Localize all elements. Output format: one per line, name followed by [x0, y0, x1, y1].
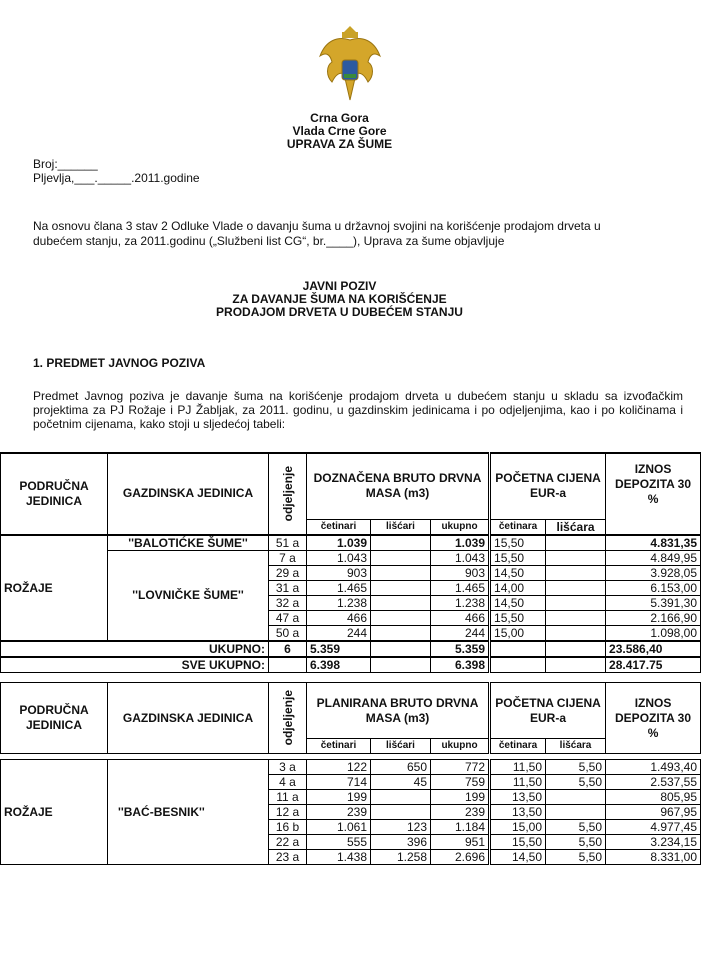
table-cell: 16 b	[269, 820, 307, 835]
table-cell: 244	[431, 625, 490, 641]
col-header-cijena: POČETNA CIJENA EUR-a	[490, 683, 606, 739]
col-header-odjeljenje: odjeljenje	[280, 466, 295, 522]
sub-header: četinara	[490, 519, 546, 535]
table-cell: 6.398	[307, 657, 371, 673]
sub-header: lišćara	[546, 739, 606, 754]
table-cell	[546, 657, 606, 673]
section-heading: 1. PREDMET JAVNOG POZIVA	[33, 356, 206, 370]
table-cell: 244	[307, 625, 371, 641]
table-cell	[371, 657, 431, 673]
table-cell: 23.586,40	[606, 641, 701, 657]
table-cell	[371, 625, 431, 641]
table-cell: 1.039	[431, 535, 490, 551]
table-cell	[546, 641, 606, 657]
col-header-pj: PODRUČNA JEDINICA	[1, 453, 108, 535]
table-cell: 15,00	[490, 820, 546, 835]
table-cell: 967,95	[606, 805, 701, 820]
table-cell: 772	[431, 760, 490, 775]
table-cell: 5,50	[546, 835, 606, 850]
table-cell: 14,50	[490, 565, 546, 580]
table-cell: 28.417.75	[606, 657, 701, 673]
table-cell: 1.039	[307, 535, 371, 551]
table-cell: 903	[431, 565, 490, 580]
table-cell	[546, 535, 606, 551]
table-cell: 2.166,90	[606, 610, 701, 625]
table-cell: 11,50	[490, 775, 546, 790]
table-cell: SVE UKUPNO:	[1, 657, 269, 673]
intro-paragraph: Na osnovu člana 3 stav 2 Odluke Vlade o davanju šuma u državnoj svojini na korišćenje prodajom drveta u dubećem stanju, za 2011.godinu („Službeni list CG“, br.____), Uprava za šume objavljuje	[33, 219, 601, 248]
table-cell: 1.238	[307, 595, 371, 610]
table-cell	[371, 580, 431, 595]
title-line-1: JAVNI POZIV	[302, 279, 377, 293]
table-cell	[490, 657, 546, 673]
table-cell: 1.043	[431, 550, 490, 565]
table-cell	[371, 565, 431, 580]
table-cell: 11 a	[269, 790, 307, 805]
table-cell: 1.098,00	[606, 625, 701, 641]
table-cell: 1.465	[307, 580, 371, 595]
table-cell: ''LOVNIČKE ŠUME''	[108, 550, 269, 641]
table-cell: ROŽAJE	[1, 760, 108, 865]
sub-header: četinari	[307, 519, 371, 535]
col-header-masa: PLANIRANA BRUTO DRVNA MASA (m3)	[307, 683, 490, 739]
col-header-iznos: IZNOS DEPOZITA 30 %	[606, 453, 701, 535]
forest-table-2	[0, 682, 701, 865]
table-cell: 555	[307, 835, 371, 850]
sub-header: ukupno	[431, 739, 490, 754]
table-cell: 15,50	[490, 610, 546, 625]
document-place-date: Pljevlja,___._____.2011.godine	[33, 171, 200, 185]
table-cell: 1.061	[307, 820, 371, 835]
table-cell	[546, 595, 606, 610]
table-cell: 32 a	[269, 595, 307, 610]
sub-header: lišćara	[546, 519, 606, 535]
table-cell: 239	[431, 805, 490, 820]
table-cell: 805,95	[606, 790, 701, 805]
table-cell: 1.258	[371, 850, 431, 865]
table-cell: 4.831,35	[606, 535, 701, 551]
header-agency: UPRAVA ZA ŠUME	[286, 137, 393, 151]
table-cell: 951	[431, 835, 490, 850]
table-total-row	[1, 657, 701, 673]
table-cell: 6	[269, 641, 307, 657]
table-cell: 1.493,40	[606, 760, 701, 775]
table-cell: 1.438	[307, 850, 371, 865]
table-cell	[546, 625, 606, 641]
table-cell: 199	[307, 790, 371, 805]
table-cell: 5.359	[431, 641, 490, 657]
table-cell: ''BAĆ-BESNIK''	[108, 760, 269, 865]
table-cell: 903	[307, 565, 371, 580]
table-cell: 14,00	[490, 580, 546, 595]
table-cell	[546, 610, 606, 625]
table-cell: 15,50	[490, 550, 546, 565]
title-line-2: ZA DAVANJE ŠUMA NA KORIŠĆENJE	[232, 292, 447, 306]
table-cell: 5,50	[546, 775, 606, 790]
table-cell: 5.359	[307, 641, 371, 657]
table-cell: 11,50	[490, 760, 546, 775]
forest-table-1	[0, 452, 701, 673]
table-cell: 31 a	[269, 580, 307, 595]
table-cell: UKUPNO:	[1, 641, 269, 657]
table-cell: 23 a	[269, 850, 307, 865]
table-cell: 199	[431, 790, 490, 805]
coat-of-arms-emblem	[318, 22, 382, 106]
table-cell: 3.928,05	[606, 565, 701, 580]
table-cell: 239	[307, 805, 371, 820]
table-cell: 5,50	[546, 820, 606, 835]
table-cell: 396	[371, 835, 431, 850]
table-cell: 650	[371, 760, 431, 775]
sub-header: četinari	[307, 739, 371, 754]
document-number: Broj:______	[33, 157, 98, 171]
table-cell: 15,50	[490, 535, 546, 551]
table-cell: 3.234,15	[606, 835, 701, 850]
section-paragraph: Predmet Javnog poziva je davanje šuma na korišćenje prodajom drveta u dubećem stanju u skladu sa izvođačkim projektima za PJ Rožaje i PJ Žabljak, za 2011. godinu, u gazdinskim jedinicama i po odjeljenjima, kao i po količinama i početnim cijenama, kako stoji u sljedećoj tabeli:	[33, 389, 683, 431]
col-header-masa: DOZNAČENA BRUTO DRVNA MASA (m3)	[307, 453, 490, 519]
col-header-gj: GAZDINSKA JEDINICA	[108, 683, 269, 754]
table-cell: 2.696	[431, 850, 490, 865]
table-cell	[546, 790, 606, 805]
table-cell: 12 a	[269, 805, 307, 820]
table-cell: 14,50	[490, 595, 546, 610]
table-cell: ROŽAJE	[1, 535, 108, 641]
table-cell: 122	[307, 760, 371, 775]
table-cell: 1.043	[307, 550, 371, 565]
table-cell: 466	[307, 610, 371, 625]
table-cell: 50 a	[269, 625, 307, 641]
col-header-odjeljenje: odjeljenje	[280, 690, 295, 746]
table-cell: 5,50	[546, 850, 606, 865]
table-cell	[371, 641, 431, 657]
table-cell: 51 a	[269, 535, 307, 551]
table-cell	[371, 535, 431, 551]
col-header-gj: GAZDINSKA JEDINICA	[108, 453, 269, 535]
table-cell: 6.398	[431, 657, 490, 673]
table-cell	[371, 790, 431, 805]
sub-header: lišćari	[371, 739, 431, 754]
table-cell	[546, 565, 606, 580]
header-government: Vlada Crne Gore	[292, 124, 387, 138]
table-cell: 6.153,00	[606, 580, 701, 595]
table-cell: 759	[431, 775, 490, 790]
table-row	[1, 760, 701, 775]
table-cell: 15,00	[490, 625, 546, 641]
header-country: Crna Gora	[310, 111, 369, 125]
table-cell	[371, 595, 431, 610]
table-cell	[371, 805, 431, 820]
table-cell: 1.184	[431, 820, 490, 835]
table-cell: 14,50	[490, 850, 546, 865]
table-cell: 5,50	[546, 760, 606, 775]
col-header-cijena: POČETNA CIJENA EUR-a	[490, 453, 606, 519]
table-cell	[490, 641, 546, 657]
table-cell: 4.849,95	[606, 550, 701, 565]
table-cell: 4.977,45	[606, 820, 701, 835]
table-cell: 714	[307, 775, 371, 790]
table-cell: 1.238	[431, 595, 490, 610]
table-cell: 22 a	[269, 835, 307, 850]
table-cell: 3 a	[269, 760, 307, 775]
table-cell	[269, 657, 307, 673]
col-header-iznos: IZNOS DEPOZITA 30 %	[606, 683, 701, 754]
table-cell	[546, 550, 606, 565]
table-cell: 29 a	[269, 565, 307, 580]
table-cell: 7 a	[269, 550, 307, 565]
table-cell: 1.465	[431, 580, 490, 595]
table-row	[1, 535, 701, 551]
table-cell: 13,50	[490, 790, 546, 805]
sub-header: lišćari	[371, 519, 431, 535]
table-cell	[546, 805, 606, 820]
table-cell: 8.331,00	[606, 850, 701, 865]
table-cell	[371, 550, 431, 565]
table-cell: 13,50	[490, 805, 546, 820]
table-cell: 47 a	[269, 610, 307, 625]
sub-header: ukupno	[431, 519, 490, 535]
table-cell: 4 a	[269, 775, 307, 790]
table-cell: 123	[371, 820, 431, 835]
sub-header: četinara	[490, 739, 546, 754]
table-cell: 5.391,30	[606, 595, 701, 610]
table-cell: 45	[371, 775, 431, 790]
col-header-pj: PODRUČNA JEDINICA	[1, 683, 108, 754]
table-total-row	[1, 641, 701, 657]
table-cell	[371, 610, 431, 625]
table-cell: 2.537,55	[606, 775, 701, 790]
table-cell	[546, 580, 606, 595]
title-line-3: PRODAJOM DRVETA U DUBEĆEM STANJU	[216, 305, 463, 319]
table-cell: ''BALOTIĆKE ŠUME''	[108, 535, 269, 551]
table-cell: 466	[431, 610, 490, 625]
table-cell: 15,50	[490, 835, 546, 850]
